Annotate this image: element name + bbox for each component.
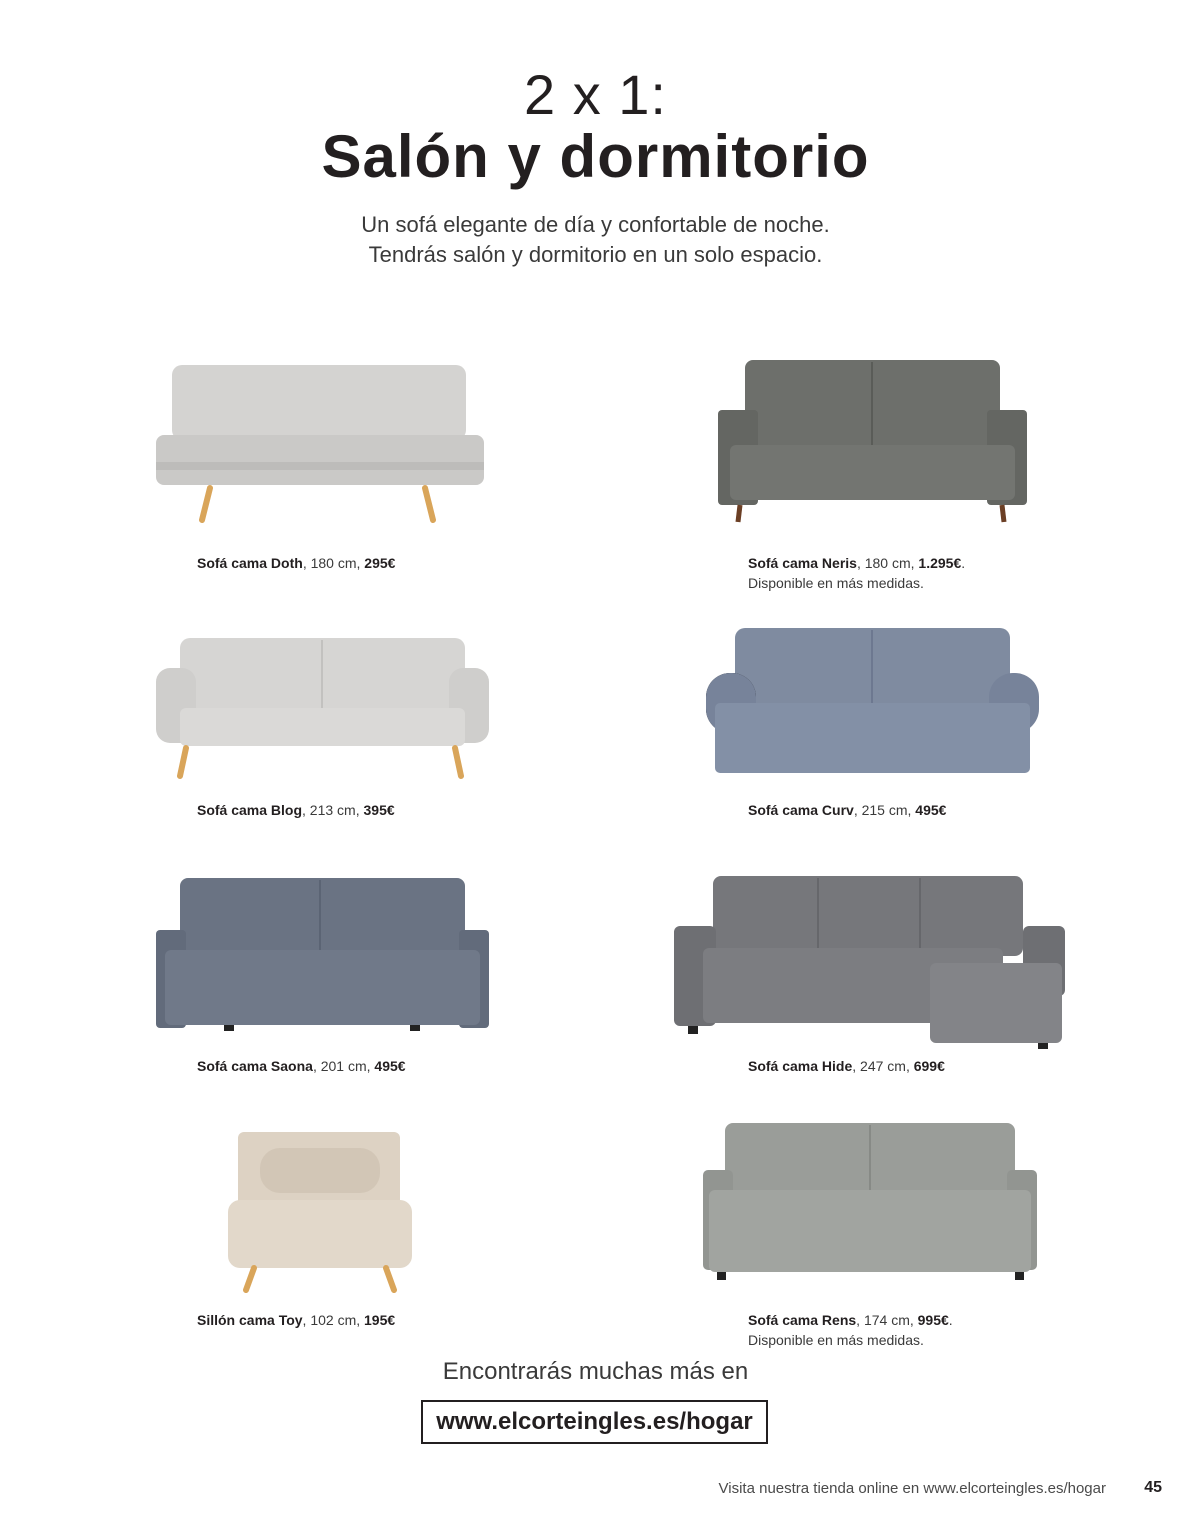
product-caption-saona bbox=[197, 1056, 406, 1076]
product-name: Sillón cama Toy bbox=[197, 1312, 303, 1328]
page-number: 45 bbox=[1144, 1479, 1162, 1496]
sofa-leg bbox=[1002, 505, 1004, 522]
product-name: Sofá cama Neris bbox=[748, 555, 857, 571]
product-price: 495€ bbox=[374, 1058, 406, 1074]
product-price: 995€ bbox=[917, 1312, 949, 1328]
product-size: , 213 cm, bbox=[302, 802, 364, 818]
footer-visit-text: Visita nuestra tienda online en www.elcorteingles.es/hogar bbox=[718, 1480, 1106, 1497]
product-image-neris[interactable] bbox=[710, 340, 1035, 530]
chair-cushion bbox=[260, 1148, 380, 1193]
product-price: 195€ bbox=[364, 1312, 396, 1328]
product-size: , 180 cm, bbox=[302, 555, 365, 571]
product-size: , 102 cm, bbox=[302, 1312, 365, 1328]
product-name: Sofá cama Curv bbox=[748, 802, 854, 818]
caption-suffix: . bbox=[948, 1312, 953, 1328]
sofa-leg bbox=[202, 488, 210, 520]
more-products-text: Encontrarás muchas más en bbox=[442, 1358, 749, 1385]
product-size: , 215 cm, bbox=[853, 802, 916, 818]
sofa-seat bbox=[709, 1190, 1031, 1272]
product-image-hide[interactable] bbox=[668, 868, 1070, 1053]
product-name: Sofá cama Hide bbox=[748, 1058, 853, 1074]
product-name: Sofá cama Blog bbox=[197, 802, 303, 818]
sofa-seat bbox=[180, 708, 465, 746]
product-size: , 174 cm, bbox=[856, 1312, 918, 1328]
product-price: 1.295€ bbox=[918, 555, 962, 571]
product-caption-blog bbox=[197, 800, 395, 820]
product-size: , 247 cm, bbox=[852, 1058, 914, 1074]
availability-note: Disponible en más medidas. bbox=[748, 575, 924, 591]
product-size: , 201 cm, bbox=[312, 1058, 375, 1074]
sofa-leg bbox=[1015, 1272, 1024, 1280]
product-name: Sofá cama Saona bbox=[197, 1058, 313, 1074]
product-image-toy[interactable] bbox=[220, 1110, 420, 1300]
product-name: Sofá cama Doth bbox=[197, 555, 303, 571]
product-image-blog[interactable] bbox=[150, 628, 495, 783]
product-image-rens[interactable] bbox=[695, 1115, 1045, 1290]
sofa-leg bbox=[425, 488, 433, 520]
sofa-chaise bbox=[930, 963, 1062, 1043]
sofa-leg bbox=[738, 505, 740, 522]
product-caption-doth bbox=[197, 553, 395, 573]
sofa-backrest bbox=[713, 876, 1023, 956]
sofa-seat bbox=[715, 703, 1030, 773]
product-image-saona[interactable] bbox=[150, 870, 495, 1035]
sofa-leg bbox=[1038, 1043, 1048, 1049]
product-price: 495€ bbox=[915, 802, 947, 818]
sofa-backrest bbox=[172, 365, 466, 440]
sofa-seat bbox=[165, 950, 480, 1025]
chair-leg bbox=[246, 1268, 254, 1290]
sofa-leg bbox=[717, 1272, 726, 1280]
intro-text bbox=[0, 210, 1191, 270]
product-caption-neris bbox=[748, 553, 965, 593]
caption-suffix: . bbox=[961, 555, 966, 571]
title-line-1: 2 x 1: bbox=[524, 63, 667, 126]
product-name: Sofá cama Rens bbox=[748, 1312, 857, 1328]
product-caption-toy bbox=[197, 1310, 395, 1330]
website-link[interactable]: www.elcorteingles.es/hogar bbox=[421, 1400, 768, 1444]
sofa-leg bbox=[688, 1026, 698, 1034]
sofa-seat bbox=[730, 445, 1015, 500]
chair-leg bbox=[386, 1268, 394, 1290]
sofa-leg bbox=[224, 1025, 234, 1031]
sofa-seat bbox=[156, 435, 484, 485]
product-price: 699€ bbox=[913, 1058, 945, 1074]
sofa-leg bbox=[455, 748, 461, 776]
intro-line-2: Tendrás salón y dormitorio en un solo espacio. bbox=[368, 242, 823, 267]
product-caption-rens bbox=[748, 1310, 953, 1350]
chair-seat bbox=[228, 1200, 412, 1268]
product-caption-curv bbox=[748, 800, 946, 820]
sofa-seam bbox=[156, 462, 484, 470]
page-title: Salón y dormitorio bbox=[321, 123, 870, 190]
availability-note: Disponible en más medidas. bbox=[748, 1332, 924, 1348]
product-image-curv[interactable] bbox=[700, 618, 1045, 783]
product-image-doth[interactable] bbox=[150, 350, 490, 530]
product-caption-hide bbox=[748, 1056, 945, 1076]
product-size: , 180 cm, bbox=[856, 555, 919, 571]
product-price: 395€ bbox=[363, 802, 395, 818]
sofa-leg bbox=[410, 1025, 420, 1031]
product-price: 295€ bbox=[364, 555, 396, 571]
intro-line-1: Un sofá elegante de día y confortable de noche. bbox=[361, 212, 830, 237]
sofa-leg bbox=[180, 748, 186, 776]
